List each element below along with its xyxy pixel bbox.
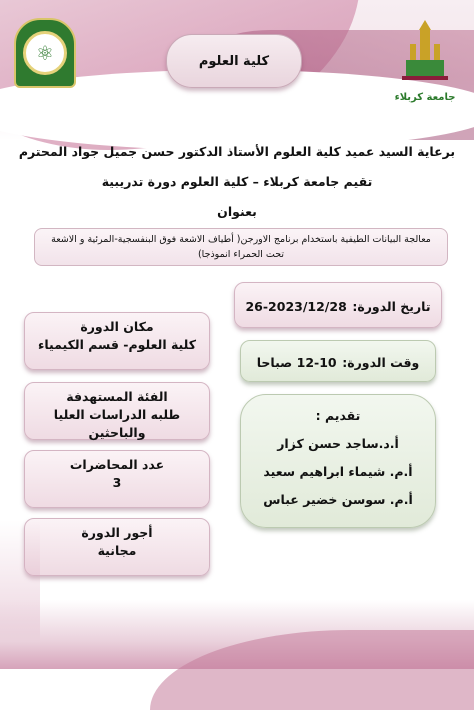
course-title-line-1: معالجة البيانات الطيفية باستخدام برنامج الاورجن( أطياف الاشعة فوق البنفسجية-المرئية و الاشعة — [51, 234, 431, 245]
titled-line: بعنوان — [217, 204, 257, 219]
course-venue-value: كلية العلوم- قسم الكيمياء — [37, 337, 197, 352]
target-audience-box — [24, 382, 210, 440]
university-emblem-icon — [400, 20, 450, 86]
presenter-item: أ.د.ساجد حسن كزار — [277, 436, 399, 451]
course-title-box — [34, 228, 448, 266]
course-date-box — [234, 282, 442, 328]
atom-icon: ⚛ — [23, 31, 67, 75]
target-audience-value: طلبه الدراسات العليا والباحثين — [53, 407, 181, 440]
course-time-label: وقت الدورة: — [342, 355, 420, 370]
presenters-box — [240, 394, 436, 528]
university-name: جامعة كربلاء — [394, 92, 456, 103]
patronage-line: برعاية السيد عميد كلية العلوم الأستاذ الدكتور حسن جميل جواد المحترم — [18, 144, 456, 159]
presenter-item: أ.م. شيماء ابراهيم سعيد — [263, 464, 413, 479]
course-title-line-2: تحت الحمراء انموذجا) — [197, 249, 285, 260]
lectures-count-value: 3 — [112, 475, 122, 490]
course-fee-box — [24, 518, 210, 576]
course-time-box — [240, 340, 436, 382]
course-venue-label: مكان الدورة — [80, 319, 154, 334]
course-date-label: تاريخ الدورة: — [352, 299, 431, 314]
course-fee-label: أجور الدورة — [81, 525, 153, 540]
college-title: كلية العلوم — [166, 34, 302, 88]
organizer-line: تقيم جامعة كربلاء – كلية العلوم دورة تدريبية — [101, 174, 373, 189]
course-venue-box — [24, 312, 210, 370]
presenters-label: تقديم : — [315, 408, 361, 423]
lectures-count-label: عدد المحاضرات — [69, 457, 165, 472]
course-date-value: 26-2023/12/28 — [245, 299, 347, 314]
university-logo — [386, 20, 464, 110]
presenter-item: أ.م. سوسن خضير عباس — [263, 492, 413, 507]
lectures-count-box — [24, 450, 210, 508]
course-fee-value: مجانية — [97, 543, 137, 558]
course-time-value: 10-12 صباحا — [256, 355, 337, 370]
college-logo — [14, 18, 76, 88]
target-audience-label: الفئة المستهدفة — [66, 389, 168, 404]
